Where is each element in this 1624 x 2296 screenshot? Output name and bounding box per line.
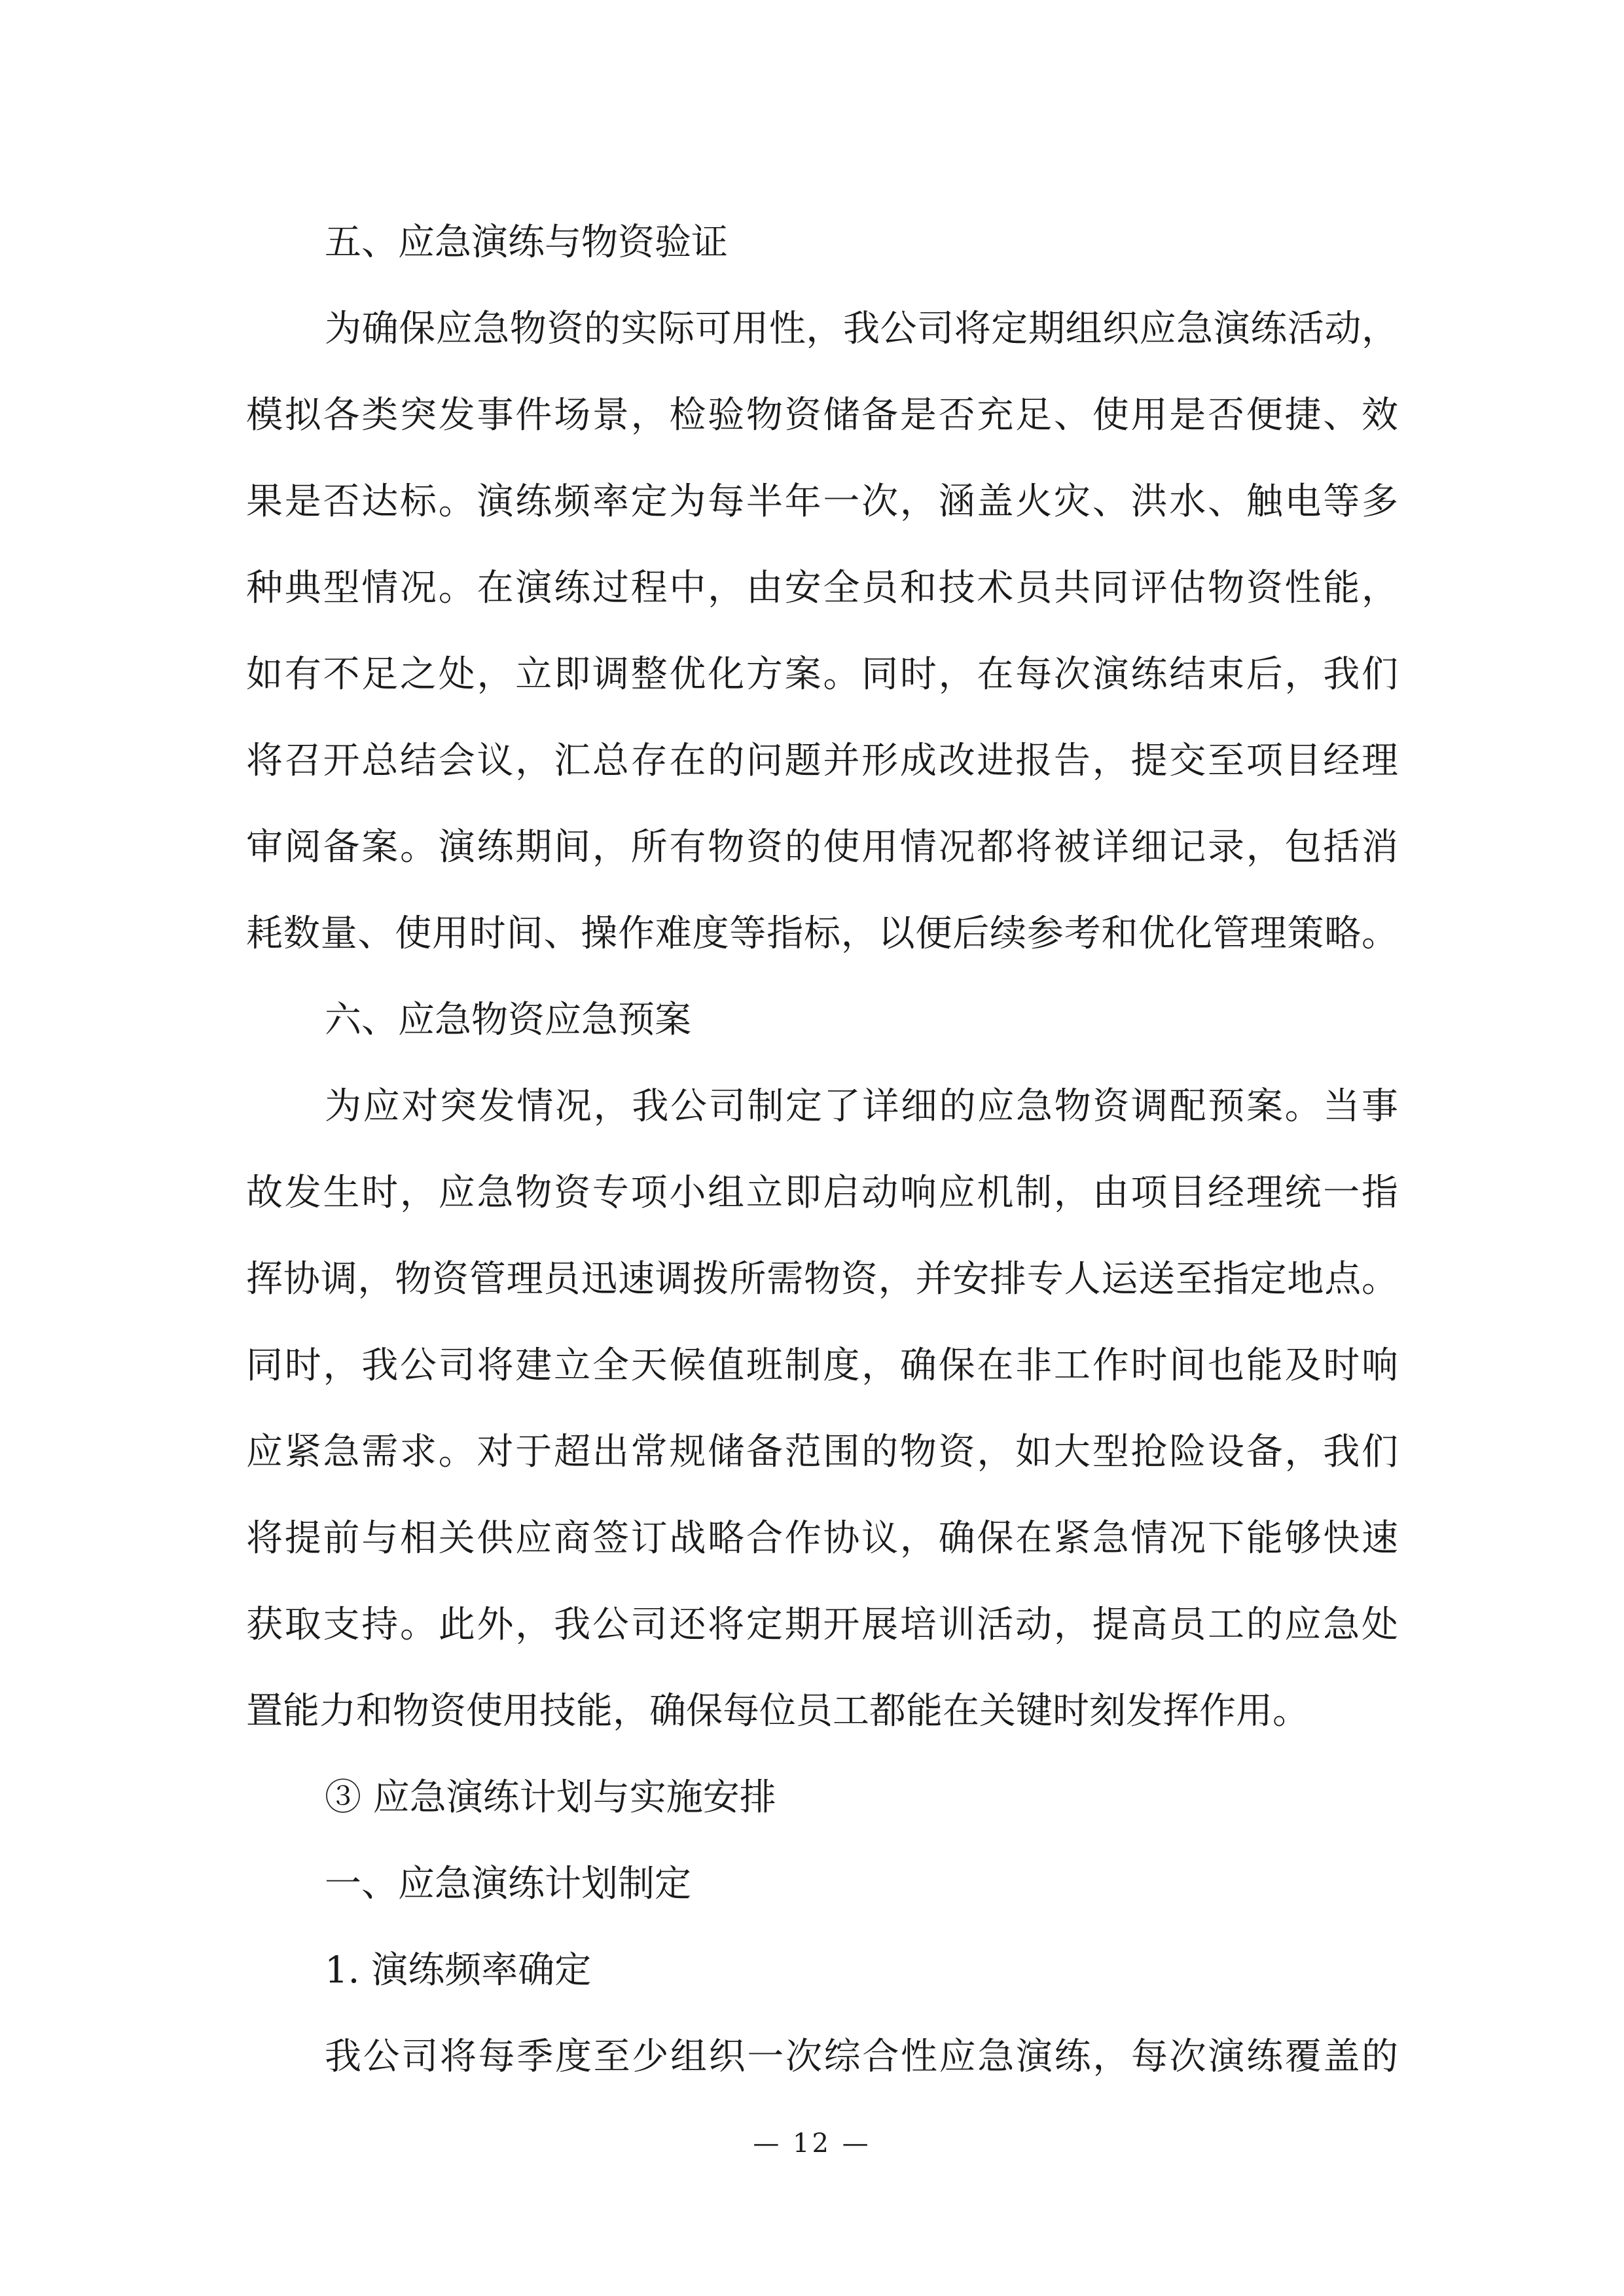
paragraph-line: 置能力和物资使用技能，确保每位员工都能在关键时刻发挥作用。 (246, 1690, 1309, 1732)
paragraph-line: 我公司将每季度至少组织一次综合性应急演练，每次演练覆盖的 (325, 2036, 1398, 2078)
paragraph-line: 同时，我公司将建立全天候值班制度，确保在非工作时间也能及时响 (246, 1344, 1398, 1387)
paragraph-line: 为应对突发情况，我公司制定了详细的应急物资调配预案。当事 (325, 1085, 1398, 1128)
paragraph-line: 挥协调，物资管理员迅速调拨所需物资，并安排专人运送至指定地点。 (246, 1258, 1398, 1300)
paragraph-line: 种典型情况。在演练过程中，由安全员和技术员共同评估物资性能， (246, 567, 1398, 609)
section-heading: 一、应急演练计划制定 (325, 1863, 691, 1905)
paragraph-line: 耗数量、使用时间、操作难度等指标，以便后续参考和优化管理策略。 (246, 912, 1398, 955)
subsection-heading: ③ 应急演练计划与实施安排 (325, 1776, 776, 1819)
paragraph-line: 将召开总结会议，汇总存在的问题并形成改进报告，提交至项目经理 (246, 740, 1398, 782)
paragraph-line: 为确保应急物资的实际可用性，我公司将定期组织应急演练活动， (325, 308, 1398, 350)
paragraph-line: 故发生时，应急物资专项小组立即启动响应机制，由项目经理统一指 (246, 1172, 1398, 1214)
paragraph-line: 模拟各类突发事件场景，检验物资储备是否充足、使用是否便捷、效 (246, 394, 1398, 437)
paragraph-line: 如有不足之处，立即调整优化方案。同时，在每次演练结束后，我们 (246, 653, 1398, 696)
numbered-heading: 1. 演练频率确定 (325, 1949, 592, 1992)
document-body (246, 200, 1398, 2100)
paragraph-line: 获取支持。此外，我公司还将定期开展培训活动，提高员工的应急处 (246, 1604, 1398, 1646)
page-number: — 12 — (753, 2128, 871, 2159)
section-heading: 五、应急演练与物资验证 (325, 221, 728, 264)
paragraph-line: 将提前与相关供应商签订战略合作协议，确保在紧急情况下能够快速 (246, 1517, 1398, 1560)
section-heading: 六、应急物资应急预案 (325, 999, 691, 1041)
paragraph-line: 审阅备案。演练期间，所有物资的使用情况都将被详细记录，包括消 (246, 826, 1398, 869)
paragraph-line: 果是否达标。演练频率定为每半年一次，涵盖火灾、洪水、触电等多 (246, 480, 1398, 523)
paragraph-line: 应紧急需求。对于超出常规储备范围的物资，如大型抢险设备，我们 (246, 1431, 1398, 1473)
